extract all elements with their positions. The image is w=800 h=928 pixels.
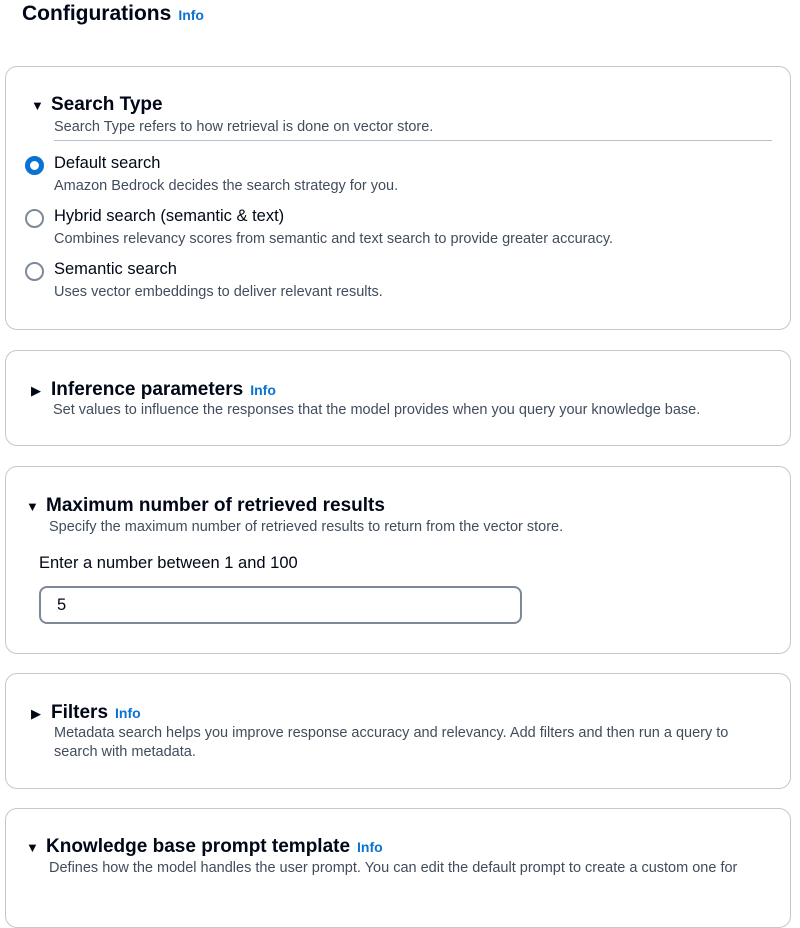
max-results-header[interactable]	[26, 495, 385, 517]
radio-label: Hybrid search (semantic & text)	[54, 207, 285, 225]
divider	[54, 140, 772, 141]
radio-label: Semantic search	[54, 260, 177, 278]
max-results-input[interactable]	[39, 586, 522, 624]
radio-label: Default search	[54, 154, 161, 172]
prompt-template-info-link[interactable]: Info	[357, 839, 383, 855]
prompt-template-container	[5, 808, 791, 928]
radio-description: Amazon Bedrock decides the search strategy for you.	[54, 178, 399, 194]
search-type-header[interactable]	[31, 94, 163, 116]
page-info-link[interactable]: Info	[178, 7, 204, 23]
caret-down-icon: ▼	[26, 499, 39, 514]
max-results-title: Maximum number of retrieved results	[46, 495, 385, 516]
max-results-description: Specify the maximum number of retrieved results to return from the vector store.	[49, 519, 564, 535]
prompt-template-header[interactable]	[26, 836, 383, 858]
inference-parameters-container	[5, 350, 791, 446]
radio-description: Uses vector embeddings to deliver relevant results.	[54, 284, 383, 300]
search-type-description: Search Type refers to how retrieval is done on vector store.	[54, 119, 434, 135]
caret-down-icon: ▼	[26, 840, 39, 855]
inference-parameters-header[interactable]	[31, 379, 276, 401]
search-type-title: Search Type	[51, 94, 163, 115]
radio-description: Combines relevancy scores from semantic and text search to provide greater accuracy.	[54, 231, 614, 247]
page-title	[22, 2, 204, 26]
caret-right-icon: ▶	[31, 706, 41, 721]
inference-parameters-description: Set values to influence the responses that the model provides when you query your knowledge base.	[53, 402, 701, 418]
prompt-template-description: Defines how the model handles the user prompt. You can edit the default prompt to create a custom one for	[49, 860, 738, 876]
page-title-text: Configurations	[22, 2, 172, 25]
filters-container	[5, 673, 791, 789]
max-results-field-label: Enter a number between 1 and 100	[39, 554, 298, 572]
radio-unchecked-icon[interactable]	[25, 209, 44, 228]
filters-header[interactable]	[31, 702, 141, 724]
radio-unchecked-icon[interactable]	[25, 262, 44, 281]
filters-title: Filters	[51, 702, 109, 723]
prompt-template-title: Knowledge base prompt template	[46, 836, 351, 857]
filters-description: Metadata search helps you improve response accuracy and relevancy. Add filters and then run a query to search with metadata.	[54, 725, 729, 760]
caret-right-icon: ▶	[31, 383, 41, 398]
search-type-container	[5, 66, 791, 330]
max-results-container	[5, 466, 791, 654]
inference-parameters-info-link[interactable]: Info	[250, 382, 276, 398]
filters-info-link[interactable]: Info	[115, 705, 141, 721]
caret-down-icon: ▼	[31, 98, 44, 113]
inference-parameters-title: Inference parameters	[51, 379, 244, 400]
radio-checked-icon[interactable]	[25, 156, 44, 175]
